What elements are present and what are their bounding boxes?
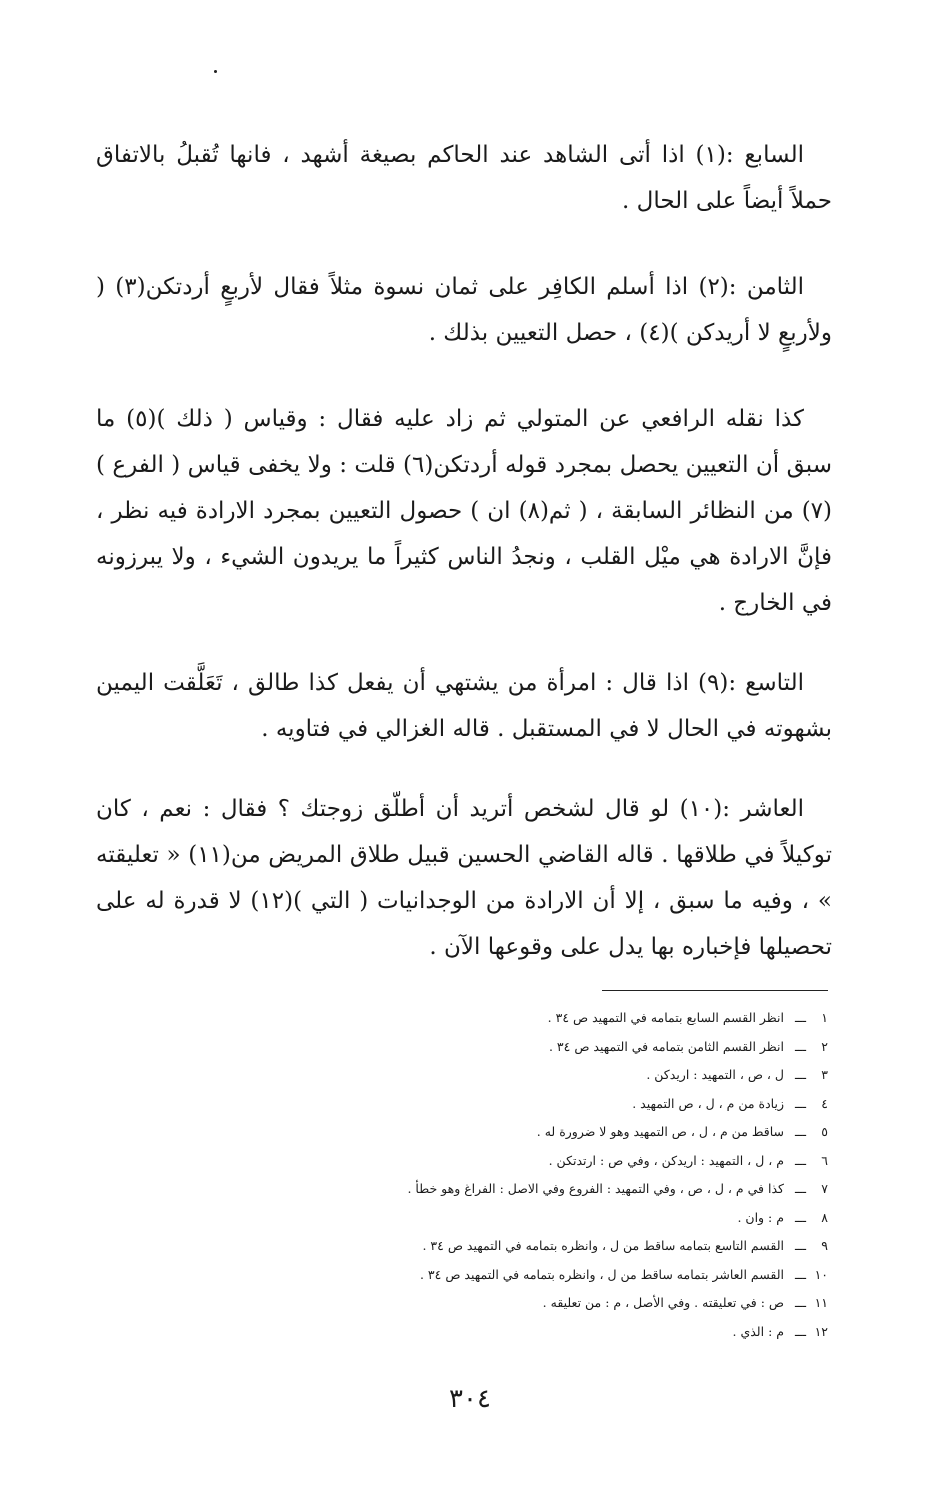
footnote-text: انظر القسم السابع بتمامه في التمهيد ص ٣٤ . (547, 1010, 784, 1025)
footnote-item (300, 1175, 828, 1204)
footnote-number: ٧ (821, 1181, 828, 1196)
footnote-item (300, 1033, 828, 1062)
footnote-number: ١١ (814, 1295, 828, 1310)
paragraph-text: التاسع :(٩) اذا قال : امرأة من يشتهي أن يفعل كذا طالق ، تَعَلَّقت اليمين بشهوته في الحال لا في المستقبل . قاله الغزالي في فتاويه . (96, 670, 832, 742)
footnote-number: ٤ (821, 1095, 828, 1111)
footnote-item (300, 1147, 828, 1176)
footnote-item (300, 1204, 828, 1233)
footnote-number: ٥ (821, 1124, 828, 1139)
footnote-text: ساقط من م ، ل ، ص التمهيد وهو لا ضرورة له . (536, 1124, 784, 1139)
footnote-dash: ـــ (795, 1323, 806, 1339)
paragraph-text: السابع :(١) اذا أتى الشاهد عند الحاكم بصيغة أشهد ، فانها تُقبلُ بالاتفاق حملاً أيضاً على الحال . (96, 142, 832, 214)
footnote-item (300, 1261, 828, 1290)
page-number: ٣٠٤ (449, 1384, 491, 1414)
footnote-dash: ـــ (795, 1209, 806, 1225)
footnote-text: كذا في م ، ل ، ص ، وفي التمهيد : الفروع وفي الاصل : الفراغ وهو خطأ . (407, 1181, 784, 1196)
footnote-number: ٩ (821, 1238, 828, 1253)
footnote-text: زيادة من م ، ل ، ص التمهيد . (632, 1095, 784, 1111)
footnote-dash: ـــ (795, 1152, 806, 1168)
stray-dot (214, 70, 217, 73)
footnote-number: ٨ (821, 1209, 828, 1225)
paragraph-ninth (96, 660, 832, 752)
footnote-dash: ـــ (795, 1010, 806, 1025)
footnote-dash: ـــ (795, 1181, 806, 1196)
footnote-dash: ـــ (795, 1124, 806, 1139)
footnote-number: ١٠ (814, 1266, 828, 1282)
footnote-text: القسم العاشر بتمامه ساقط من ل ، وانظره بتمامه في التمهيد ص ٣٤ . (419, 1266, 784, 1282)
paragraph-text: العاشر :(١٠) لو قال لشخص أتريد أن أطلّق زوجتك ؟ فقال : نعم ، كان توكيلاً في طلاقها . قاله القاضي الحسين قبيل طلاق المريض من(١١) « تعليقته » ، وفيه ما سبق ، إلا أن الارادة من الوجدانيات ( التي )(١٢) لا قدرة له على تحصيلها فإخباره بها يدل على وقوعها الآن . (96, 796, 833, 960)
footnote-text: ص : في تعليقته . وفي الأصل ، م : من تعليقه . (542, 1295, 784, 1310)
paragraph-commentary (96, 396, 832, 626)
footnote-text: م ، ل ، التمهيد : اريدكن ، وفي ص : ارتدتكن . (548, 1152, 784, 1168)
footnote-dash: ـــ (795, 1067, 806, 1082)
footnote-number: ٣ (821, 1067, 828, 1082)
footnote-text: القسم التاسع بتمامه ساقط من ل ، وانظره بتمامه في التمهيد ص ٣٤ . (422, 1238, 784, 1253)
footnote-dash: ـــ (795, 1238, 806, 1253)
footnote-number: ٢ (821, 1038, 828, 1054)
main-text (96, 132, 832, 970)
footnotes (300, 1004, 828, 1346)
footnote-text: ل ، ص ، التمهيد : اريدكن . (646, 1067, 784, 1082)
paragraph-seventh (96, 132, 832, 224)
footnote-dash: ـــ (795, 1095, 806, 1111)
paragraph-text: كذا نقله الرافعي عن المتولي ثم زاد عليه فقال : وقياس ( ذلك )(٥) ما سبق أن التعيين يحصل بمجرد قوله أردتكن(٦) قلت : ولا يخفى قياس ( الفرع )(٧) من النظائر السابقة ، ( ثم(٨) ان ) حصول التعيين بمجرد الارادة فيه نظر ، فإنَّ الارادة هي ميْل القلب ، ونجدُ الناس كثيراً ما يريدون الشيء ، ولا يبرزونه في الخارج . (96, 406, 833, 616)
footnote-dash: ـــ (795, 1295, 806, 1310)
footnote-number: ٦ (821, 1152, 828, 1168)
footnote-item (300, 1118, 828, 1147)
footnote-text: انظر القسم الثامن بتمامه في التمهيد ص ٣٤ . (548, 1038, 784, 1054)
footnote-separator (602, 990, 828, 991)
footnote-item (300, 1090, 828, 1119)
footnote-dash: ـــ (795, 1038, 806, 1054)
footnote-dash: ـــ (795, 1266, 806, 1282)
paragraph-tenth (96, 786, 832, 970)
footnote-number: ١٢ (814, 1323, 828, 1339)
footnote-number: ١ (821, 1010, 828, 1025)
footnote-item (300, 1232, 828, 1261)
footnote-text: م : وان . (737, 1209, 784, 1225)
footnote-item (300, 1061, 828, 1090)
footnote-text: م : الذي . (732, 1323, 784, 1339)
paragraph-text: الثامن :(٢) اذا أسلم الكافِر على ثمان نسوة مثلاً فقال لأربعٍ أردتكن(٣) ( ولأربعٍ لا أريدكن )(٤) ، حصل التعيين بذلك . (96, 274, 832, 346)
footnote-item (300, 1289, 828, 1318)
footnote-item (300, 1318, 828, 1347)
footnote-item (300, 1004, 828, 1033)
paragraph-eighth (96, 264, 832, 356)
